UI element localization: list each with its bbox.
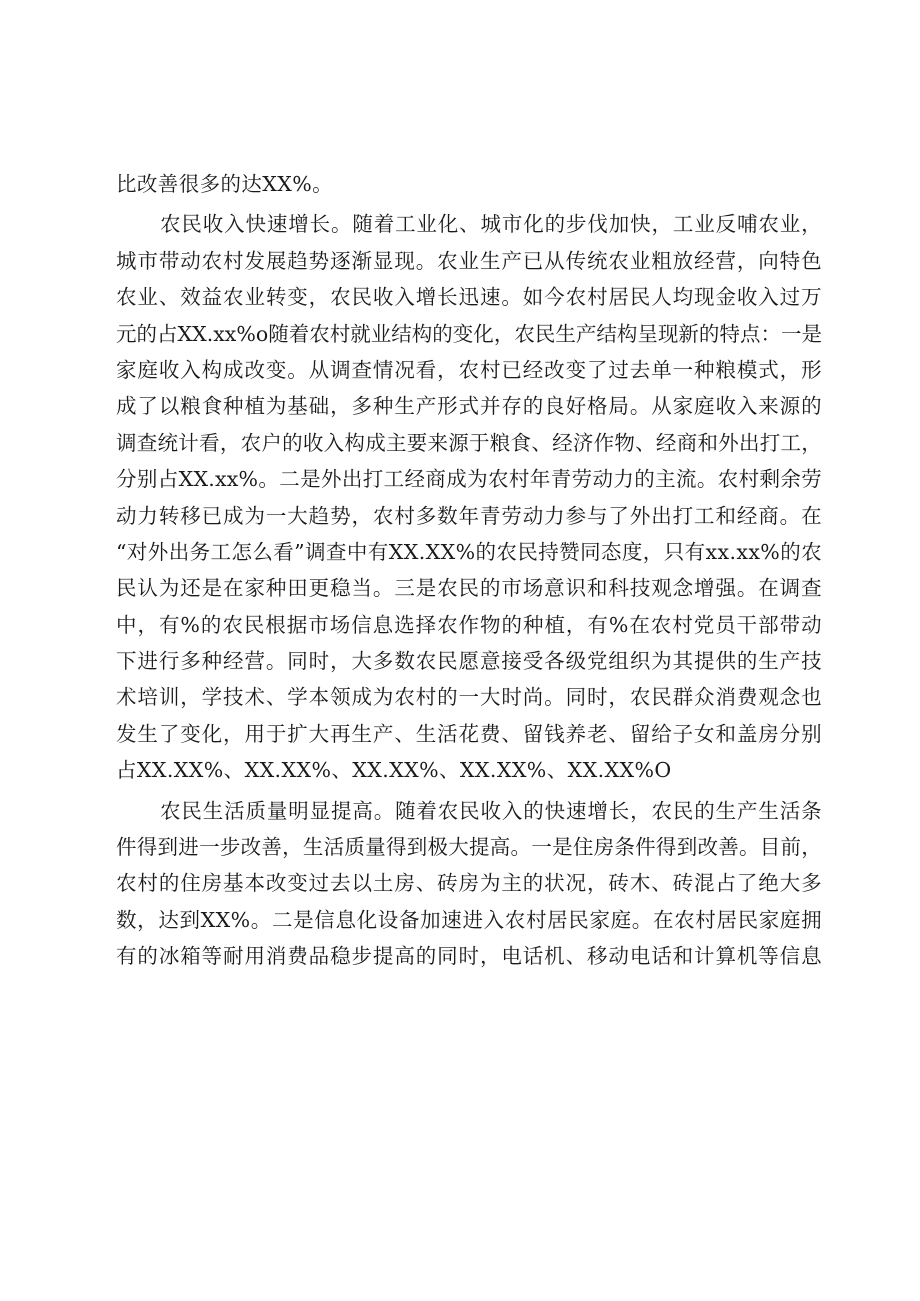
paragraph-2-line-11: 民认为还是在家种田更稳当。三是农民的市场意识和科技观念增强。在调查 [116, 576, 822, 601]
paragraph-3-line-4: 数，达到XX%。二是信息化设备加速进入农村居民家庭。在农村居民家庭拥 [116, 907, 822, 932]
paragraph-2-line-6: 成了以粮食种植为基础，多种生产形式并存的良好格局。从家庭收入来源的 [116, 394, 822, 419]
paragraph-3-line-5: 有的冰箱等耐用消费品稳步提高的同时，电话机、移动电话和计算机等信息 [116, 944, 822, 969]
paragraph-2-line-12: 中，有%的农民根据市场信息选择农作物的种植，有%在农村党员干部带动 [116, 612, 822, 637]
paragraph-2-line-3: 农业、效益农业转变，农民收入增长迅速。如今农村居民人均现金收入过万 [116, 285, 822, 310]
paragraph-3-line-2: 件得到进一步改善，生活质量得到极大提高。一是住房条件得到改善。目前， [116, 835, 822, 860]
paragraph-3-line-1: 农民生活质量明显提高。随着农民收入的快速增长，农民的生产生活条 [160, 798, 822, 823]
paragraph-2-line-14: 术培训，学技术、学本领成为农村的一大时尚。同时，农民群众消费观念也 [116, 685, 822, 710]
paragraph-2-line-13: 下进行多种经营。同时，大多数农民愿意接受各级党组织为其提供的生产技 [116, 649, 822, 674]
paragraph-2-line-1: 农民收入快速增长。随着工业化、城市化的步伐加快，工业反哺农业， [160, 212, 822, 237]
paragraph-1-line-1: 比改善很多的达XX%。 [116, 172, 334, 196]
document-body [116, 166, 822, 975]
paragraph-2-line-5: 家庭收入构成改变。从调查情况看，农村已经改变了过去单一种粮模式，形 [116, 357, 822, 382]
paragraph-2-line-9: 动力转移已成为一大趋势，农村多数年青劳动力参与了外出打工和经商。在 [116, 503, 822, 528]
paragraph-2-line-7: 调查统计看，农户的收入构成主要来源于粮食、经济作物、经商和外出打工， [116, 430, 822, 455]
paragraph-2-line-2: 城市带动农村发展趋势逐渐显现。农业生产已从传统农业粗放经营，向特色 [116, 248, 822, 273]
paragraph-2-line-8: 分别占XX.xx%。二是外出打工经商成为农村年青劳动力的主流。农村剩余劳 [116, 467, 822, 492]
paragraph-2-line-15: 发生了变化，用于扩大再生产、生活花费、留钱养老、留给子女和盖房分别 [116, 721, 822, 746]
paragraph-3-line-3: 农村的住房基本改变过去以土房、砖房为主的状况，砖木、砖混占了绝大多 [116, 871, 822, 896]
paragraph-2-line-16: 占XX.XX%、XX.XX%、XX.XX%、XX.XX%、XX.XX%O [116, 758, 672, 783]
paragraph-2-line-4: 元的占XX.xx%o随着农村就业结构的变化，农民生产结构呈现新的特点：一是 [116, 321, 822, 346]
paragraph-2-line-10: “对外出务工怎么看”调查中有XX.XX%的农民持赞同态度，只有xx.xx%的农 [116, 539, 822, 564]
